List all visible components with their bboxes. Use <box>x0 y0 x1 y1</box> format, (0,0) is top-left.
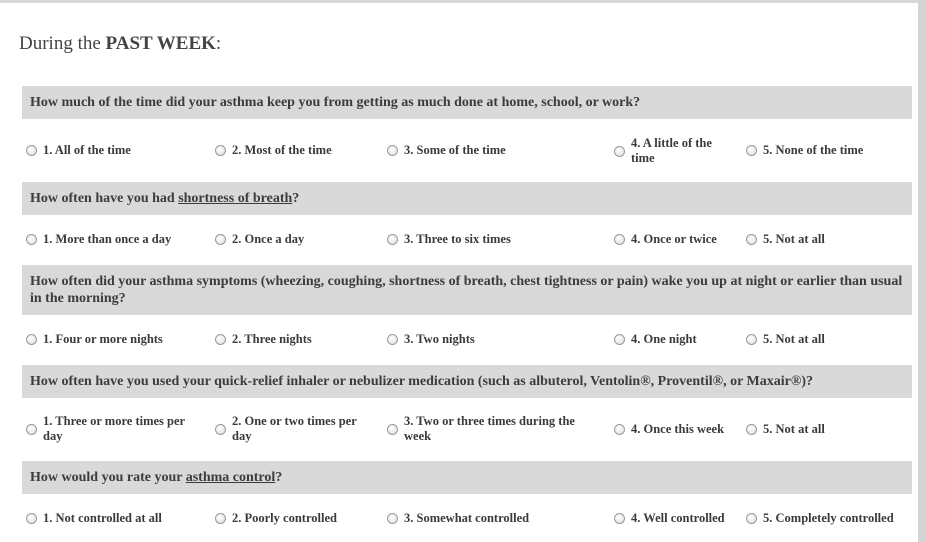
shortness-of-breath-link[interactable]: shortness of breath <box>178 191 293 206</box>
question-3-option-4[interactable]: 4. One night <box>614 332 739 347</box>
radio-button[interactable] <box>215 424 226 435</box>
question-2-option-4[interactable]: 4. Once or twice <box>614 232 739 247</box>
radio-button[interactable] <box>746 145 757 156</box>
radio-button[interactable] <box>387 234 398 245</box>
radio-button[interactable] <box>26 424 37 435</box>
question-2-option-2[interactable]: 2. Once a day <box>215 232 375 247</box>
radio-button[interactable] <box>746 334 757 345</box>
radio-button[interactable] <box>26 513 37 524</box>
question-4-option-4[interactable]: 4. Once this week <box>614 422 739 437</box>
question-5-header: How would you rate your asthma control? <box>22 461 912 494</box>
asthma-control-link[interactable]: asthma control <box>185 470 276 485</box>
question-3-option-1[interactable]: 1. Four or more nights <box>26 332 206 347</box>
question-4-option-3[interactable]: 3. Two or three times during the week <box>387 414 597 444</box>
page-heading: During the PAST WEEK: <box>19 33 222 54</box>
question-5-option-5[interactable]: 5. Completely controlled <box>746 511 911 526</box>
question-2-option-3[interactable]: 3. Three to six times <box>387 232 597 247</box>
question-1-header: How much of the time did your asthma keep you from getting as much done at home, school, or work? <box>22 86 912 119</box>
question-4-option-2[interactable]: 2. One or two times per day <box>215 414 380 444</box>
question-5-option-3[interactable]: 3. Somewhat controlled <box>387 511 597 526</box>
question-3-option-2[interactable]: 2. Three nights <box>215 332 375 347</box>
radio-button[interactable] <box>387 424 398 435</box>
radio-button[interactable] <box>387 513 398 524</box>
radio-button[interactable] <box>614 513 625 524</box>
radio-button[interactable] <box>215 145 226 156</box>
radio-button[interactable] <box>746 424 757 435</box>
scrollbar-track[interactable] <box>918 0 926 542</box>
radio-button[interactable] <box>614 234 625 245</box>
question-3-header: How often did your asthma symptoms (wheezing, coughing, shortness of breath, chest tightness or pain) wake you up at night or earlier than usual in the morning? <box>22 265 912 315</box>
question-5-option-4[interactable]: 4. Well controlled <box>614 511 739 526</box>
question-1-option-2[interactable]: 2. Most of the time <box>215 143 375 158</box>
question-4-option-1[interactable]: 1. Three or more times per day <box>26 414 206 444</box>
question-2-option-1[interactable]: 1. More than once a day <box>26 232 206 247</box>
radio-button[interactable] <box>26 334 37 345</box>
radio-button[interactable] <box>215 234 226 245</box>
question-3-option-3[interactable]: 3. Two nights <box>387 332 597 347</box>
question-2-option-5[interactable]: 5. Not at all <box>746 232 906 247</box>
radio-button[interactable] <box>26 145 37 156</box>
question-1-option-3[interactable]: 3. Some of the time <box>387 143 597 158</box>
question-1-option-1[interactable]: 1. All of the time <box>26 143 196 158</box>
radio-button[interactable] <box>614 146 625 157</box>
question-1-option-5[interactable]: 5. None of the time <box>746 143 906 158</box>
question-1-option-4[interactable]: 4. A little of the time <box>614 136 734 166</box>
radio-button[interactable] <box>614 334 625 345</box>
question-4-option-5[interactable]: 5. Not at all <box>746 422 906 437</box>
question-5-option-2[interactable]: 2. Poorly controlled <box>215 511 375 526</box>
question-4-header: How often have you used your quick-relief inhaler or nebulizer medication (such as albuterol, Ventolin®, Proventil®, or Maxair®)? <box>22 365 912 398</box>
radio-button[interactable] <box>614 424 625 435</box>
radio-button[interactable] <box>215 334 226 345</box>
top-border <box>0 0 926 3</box>
radio-button[interactable] <box>26 234 37 245</box>
question-3-option-5[interactable]: 5. Not at all <box>746 332 906 347</box>
radio-button[interactable] <box>746 234 757 245</box>
question-5-option-1[interactable]: 1. Not controlled at all <box>26 511 206 526</box>
question-2-header: How often have you had shortness of breath? <box>22 182 912 215</box>
radio-button[interactable] <box>387 334 398 345</box>
radio-button[interactable] <box>746 513 757 524</box>
radio-button[interactable] <box>387 145 398 156</box>
radio-button[interactable] <box>215 513 226 524</box>
